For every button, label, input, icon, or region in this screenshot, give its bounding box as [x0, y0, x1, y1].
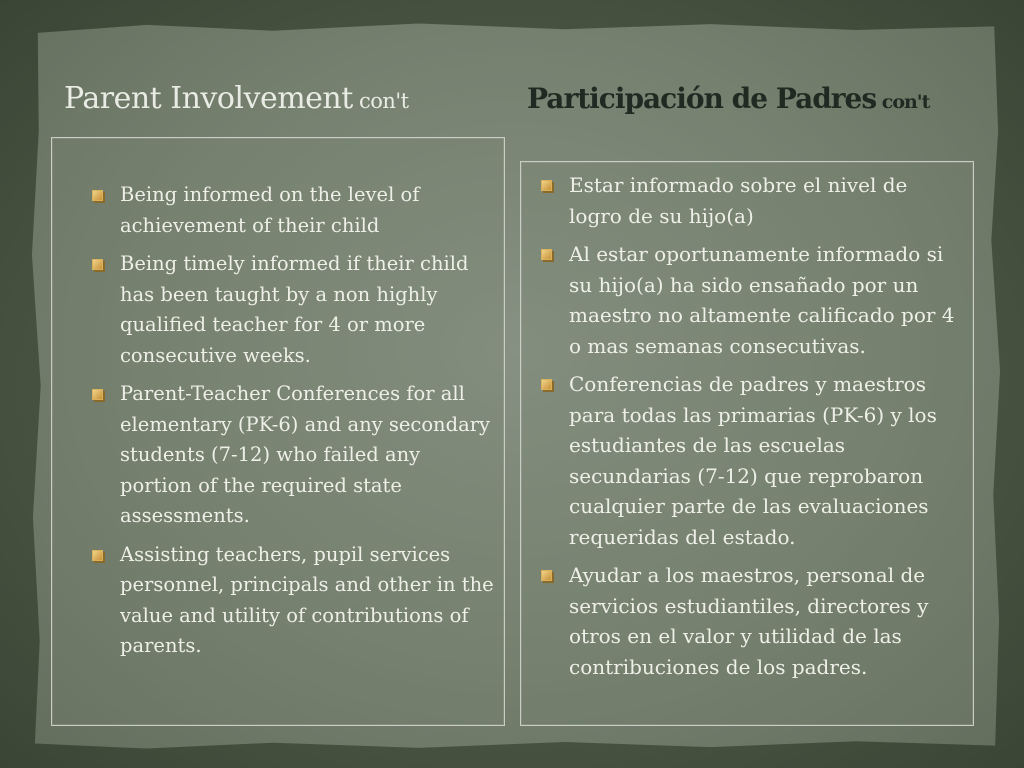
- list-item-text: Al estar oportunamente informado si su hijo(a) ha sido ensañado por un maestro no altamente calificado por 4 o mas semanas consecutivas.: [569, 242, 955, 358]
- list-item-text: Ayudar a los maestros, personal de servicios estudiantiles, directores y otros en el valor y utilidad de las contribuciones de los padres.: [569, 563, 929, 679]
- list-item: [535, 369, 965, 552]
- square-bullet-icon: [541, 249, 552, 260]
- english-content-box: [51, 137, 505, 726]
- list-item: [86, 540, 496, 662]
- spanish-title: [527, 78, 929, 116]
- square-bullet-icon: [541, 379, 552, 390]
- list-item-text: Being timely informed if their child has been taught by a non highly qualified teacher for 4 or more consecutive weeks.: [120, 252, 469, 367]
- spanish-bullet-list: [535, 170, 965, 690]
- list-item: [86, 379, 496, 532]
- square-bullet-icon: [541, 570, 552, 581]
- list-item-text: Parent-Teacher Conferences for all elementary (PK-6) and any secondary students (7-12) who failed any portion of the required state assessments.: [120, 382, 491, 527]
- list-item-text: Being informed on the level of achievement of their child: [120, 183, 420, 237]
- list-item-text: Conferencias de padres y maestros para todas las primarias (PK-6) y los estudiantes de las escuelas secundarias (7-12) que reprobaron cualquier parte de las evaluaciones requeridas del estado.: [569, 372, 937, 549]
- spanish-title-suffix: con't: [876, 91, 930, 113]
- square-bullet-icon: [92, 190, 103, 201]
- list-item-text: Estar informado sobre el nivel de logro de su hijo(a): [569, 173, 908, 228]
- list-item: [535, 239, 965, 361]
- english-title: [64, 78, 409, 116]
- square-bullet-icon: [541, 180, 552, 191]
- square-bullet-icon: [92, 259, 103, 270]
- spanish-title-main: Participación de Padres: [527, 82, 877, 115]
- list-item: [535, 560, 965, 682]
- spanish-content-box: [520, 161, 974, 726]
- square-bullet-icon: [92, 389, 103, 400]
- square-bullet-icon: [92, 550, 103, 561]
- english-bullet-list: [86, 180, 496, 670]
- list-item-text: Assisting teachers, pupil services personnel, principals and other in the value and utility of contributions of parents.: [120, 542, 494, 657]
- list-item: [86, 249, 496, 371]
- list-item: [535, 170, 965, 231]
- list-item: [86, 180, 496, 241]
- english-title-suffix: con't: [352, 89, 409, 113]
- english-title-main: Parent Involvement: [64, 81, 353, 116]
